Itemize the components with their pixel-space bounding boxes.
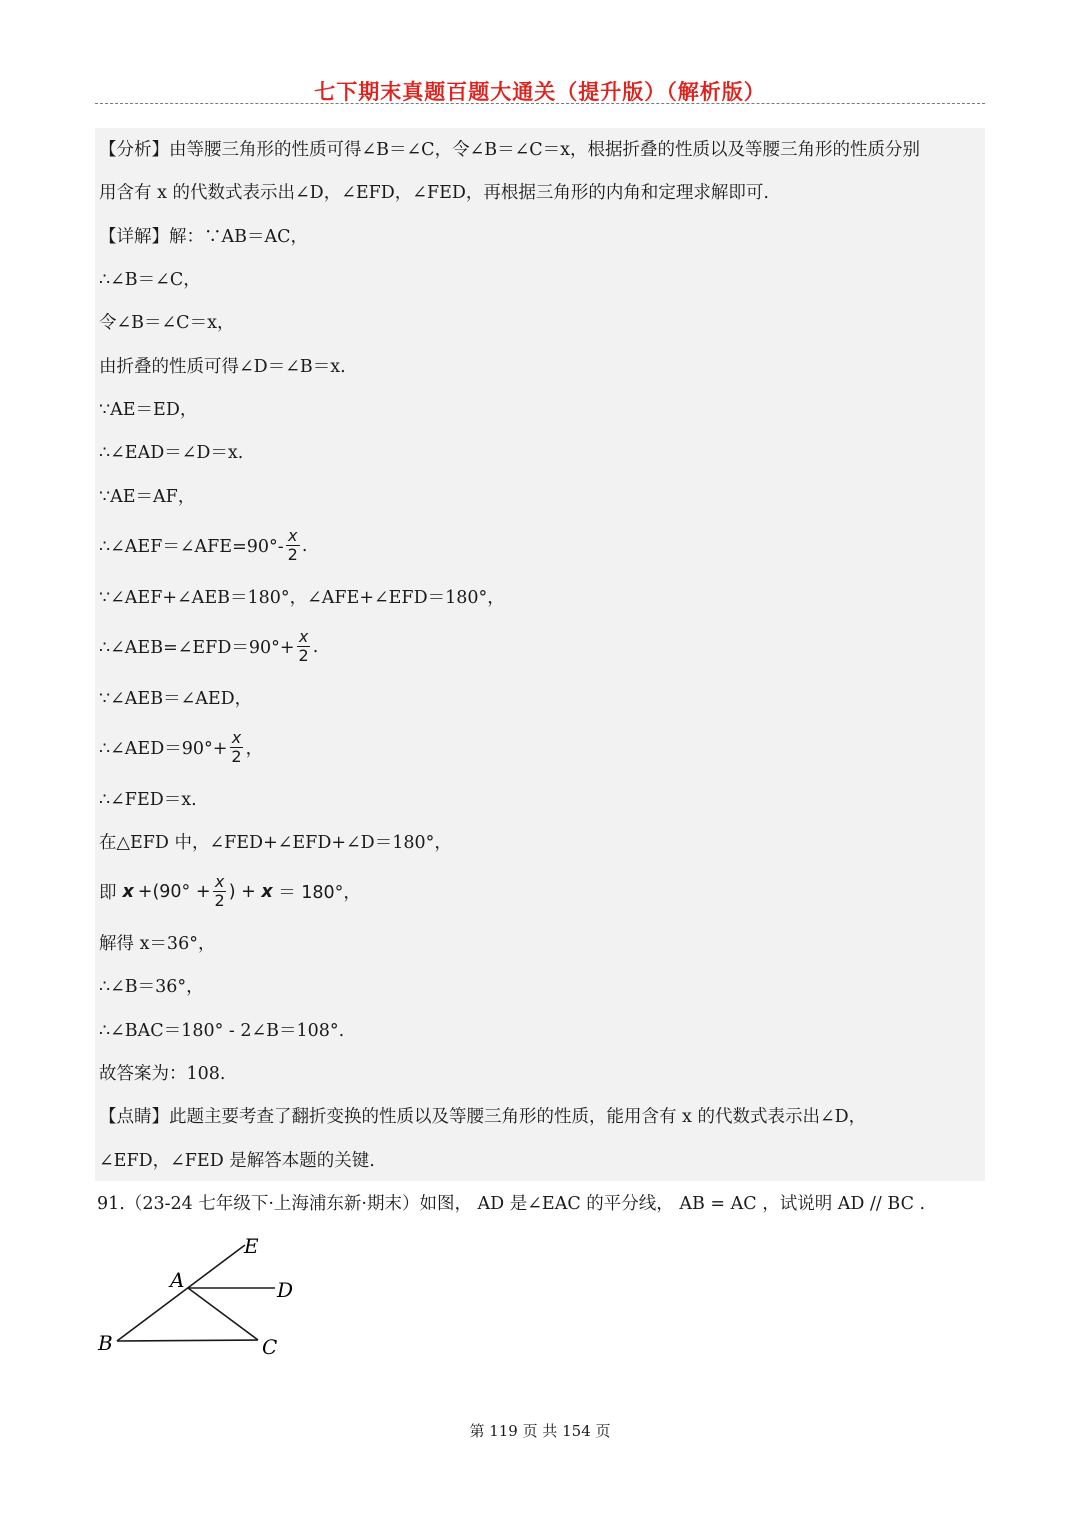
fraction-numerator: x <box>288 526 298 545</box>
detail-line-16: 解得 x＝36°， <box>99 934 216 954</box>
detail-line-19: 故答案为：108. <box>99 1064 226 1084</box>
detail-line-3: 令∠B＝∠C＝x， <box>99 313 235 333</box>
analysis-line-2: 用含有 x 的代数式表示出∠D，∠EFD，∠FED，再根据三角形的内角和定理求解即可. <box>99 183 769 203</box>
analysis-line-1: 【分析】由等腰三角形的性质可得∠B＝∠C，令∠B＝∠C＝x，根据折叠的性质以及等腰三角形的性质分别 <box>99 140 921 160</box>
equation-text: 即 <box>99 883 117 903</box>
detail-line-1: 【详解】解：∵AB＝AC， <box>99 227 309 247</box>
detail-line-10 <box>99 628 318 665</box>
detail-line-12 <box>99 729 263 766</box>
equation-text: ) + <box>228 881 262 902</box>
equation-text: ＝ 180°， <box>272 883 361 903</box>
fraction-denominator: 2 <box>231 747 242 766</box>
label-c: C <box>262 1335 278 1359</box>
equation-variable: x <box>122 881 134 902</box>
fraction-denominator: 2 <box>214 891 225 910</box>
detail-line-15 <box>99 873 361 910</box>
detail-line-14: 在△EFD 中，∠FED+∠EFD+∠D＝180°， <box>99 833 452 853</box>
line-bc <box>117 1340 258 1341</box>
detail-line-4: 由折叠的性质可得∠D＝∠B＝x. <box>99 357 346 377</box>
equation-text: ∴∠AEF＝∠AFE=90°- <box>99 537 284 557</box>
header-divider <box>95 103 985 104</box>
detail-line-17: ∴∠B＝36°， <box>99 977 204 997</box>
geometry-figure <box>92 1230 332 1365</box>
detail-line-13: ∴∠FED＝x. <box>99 790 197 810</box>
equation-text: ∴∠AEB=∠EFD＝90°+ <box>99 638 295 658</box>
comment-line-2: ∠EFD，∠FED 是解答本题的关键. <box>99 1151 375 1171</box>
detail-line-5: ∵AE＝ED， <box>99 400 198 420</box>
label-b: B <box>98 1331 113 1355</box>
equation-text: +(90° + <box>137 881 211 902</box>
detail-line-18: ∴∠BAC＝180° - 2∠B＝108°. <box>99 1021 345 1041</box>
fraction-numerator: x <box>214 872 225 891</box>
comment-line-1: 【点睛】此题主要考查了翻折变换的性质以及等腰三角形的性质，能用含有 x 的代数式表示出∠D， <box>99 1107 867 1127</box>
fraction-numerator: x <box>298 627 309 646</box>
label-a: A <box>170 1268 185 1292</box>
detail-line-2: ∴∠B＝∠C， <box>99 270 201 290</box>
fraction-denominator: 2 <box>298 646 309 665</box>
label-e: E <box>244 1234 259 1258</box>
equation-text: ∴∠AED＝90°+ <box>99 739 228 759</box>
detail-line-7: ∵AE＝AF， <box>99 487 196 507</box>
fraction <box>297 628 311 665</box>
detail-line-6: ∴∠EAD＝∠D＝x. <box>99 443 244 463</box>
line-ba-ae <box>117 1245 245 1341</box>
page-footer: 第 119 页 共 154 页 <box>469 1422 611 1440</box>
equation-text: ， <box>245 739 264 759</box>
equation-text: . <box>301 535 308 556</box>
detail-line-9: ∵∠AEF+∠AEB＝180°，∠AFE+∠EFD＝180°， <box>99 588 505 608</box>
fraction <box>213 873 227 910</box>
equation-text: . <box>312 636 319 657</box>
fraction-numerator: x <box>231 728 242 747</box>
fraction-denominator: 2 <box>287 545 298 564</box>
line-ac <box>188 1288 258 1340</box>
detail-line-8 <box>99 527 307 564</box>
fraction <box>286 527 300 564</box>
equation-variable: x <box>261 881 273 902</box>
label-d: D <box>277 1278 294 1302</box>
detail-line-11: ∵∠AEB＝∠AED， <box>99 689 253 709</box>
fraction <box>229 729 243 766</box>
page-title: 七下期末真题百题大通关（提升版）（解析版） <box>314 80 766 104</box>
question-91: 91.（23-24 七年级下·上海浦东新·期末）如图， AD 是∠EAC 的平分线， AB = AC ，试说明 AD // BC . <box>97 1194 926 1214</box>
